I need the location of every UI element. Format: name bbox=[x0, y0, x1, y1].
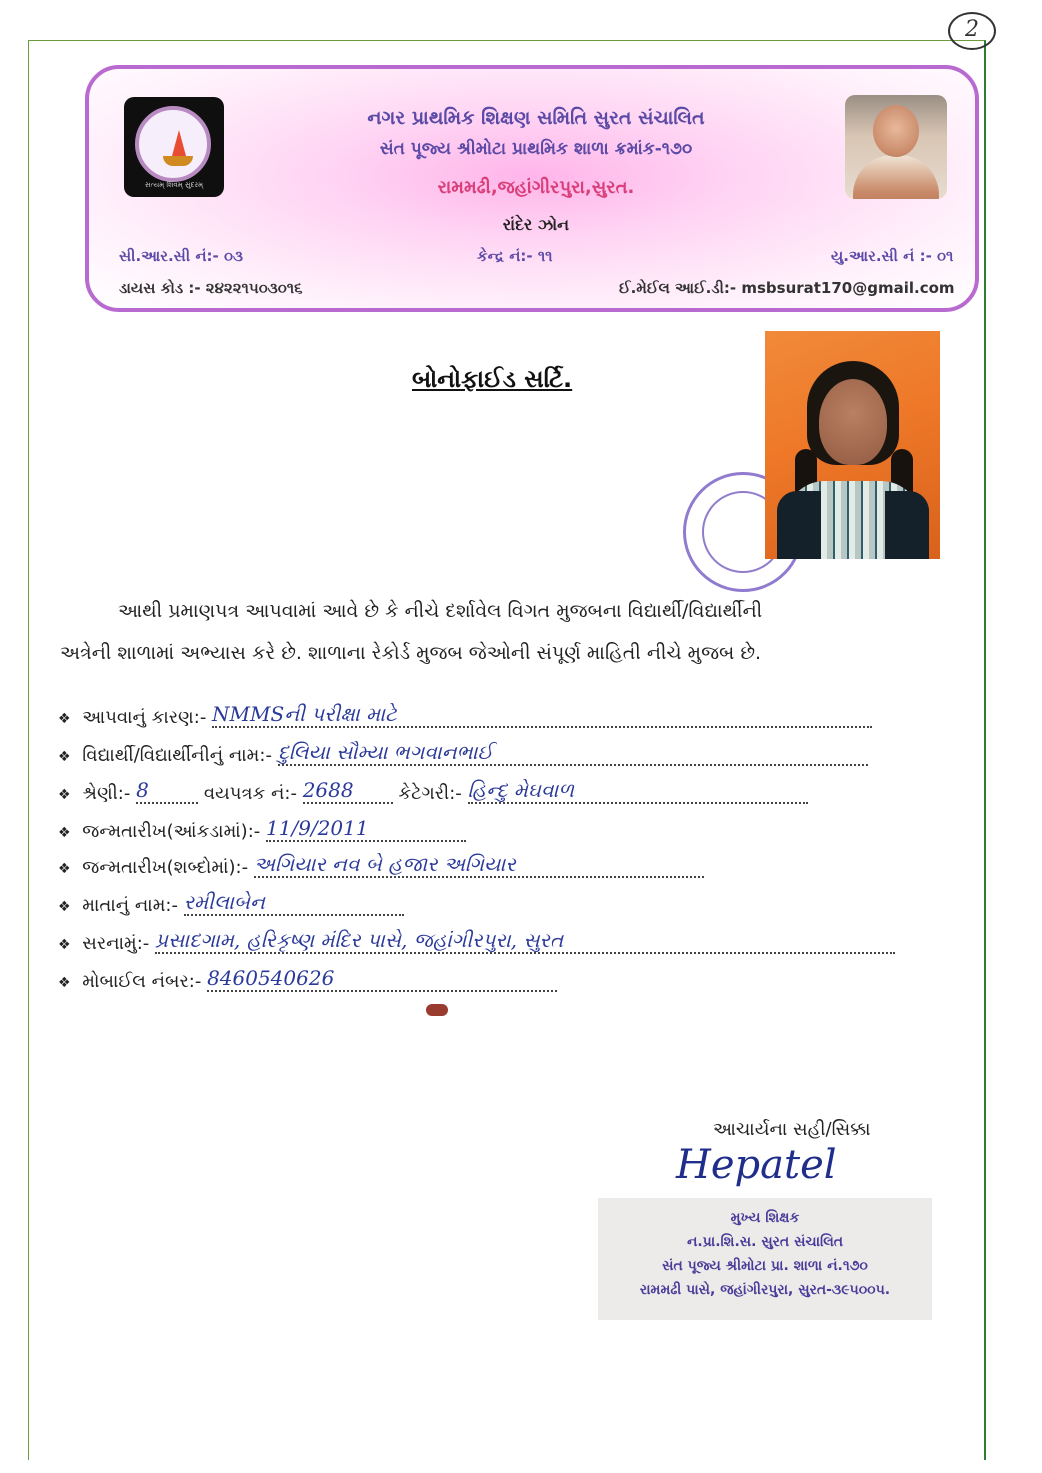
header-line-2: સંત પૂજ્ય શ્રીમોટા પ્રાથમિક શાળા ક્રમાંક-૧૭૦ bbox=[379, 139, 693, 159]
mother-name-value: રમીલાબેન bbox=[183, 890, 265, 914]
kendra-number: કેન્દ્ર નં:- ૧૧ bbox=[477, 247, 553, 265]
student-name-label: વિદ્યાર્થી/વિદ્યાર્થીનીનું નામ:- bbox=[82, 745, 272, 766]
header-line-4: રાંદેર ઝોન bbox=[502, 215, 570, 234]
address-value: પ્રસાદગામ, હરિકૃષ્ણ મંદિર પાસે, જહાંગીરપુરા, સુરત bbox=[155, 928, 564, 952]
principal-signature-label: આચાર્યના સહી/સિક્કા bbox=[713, 1119, 871, 1140]
ink-mark bbox=[426, 1004, 448, 1016]
diamond-bullet-icon: ❖ bbox=[58, 825, 71, 841]
field-reason bbox=[58, 702, 872, 728]
student-photo bbox=[765, 331, 940, 559]
diamond-bullet-icon: ❖ bbox=[58, 861, 71, 877]
reason-value: NMMSની પરીક્ષા માટે bbox=[212, 702, 397, 726]
intro-line-2: અત્રેની શાળામાં અભ્યાસ કરે છે. શાળાના રેકોર્ડ મુજબ જેઓની સંપૂર્ણ માહિતી નીચે મુજબ છે. bbox=[60, 642, 762, 664]
field-dob-words bbox=[58, 852, 704, 878]
stamp-line-4: રામમઢી પાસે, જહાંગીરપુરા, સુરત-૩૯૫૦૦૫. bbox=[639, 1282, 891, 1298]
principal-signature: Hepatel bbox=[676, 1142, 837, 1188]
header-line-1: નગર પ્રાથમિક શિક્ષણ સમિતિ સુરત સંચાલિત bbox=[367, 107, 705, 129]
header-line-3: રામમઢી,જહાંગીરપુરા,સુરત. bbox=[437, 177, 635, 198]
crc-number: સી.આર.સી નં:- ૦૩ bbox=[119, 247, 243, 265]
dob-words-value: અગિયાર નવ બે હજાર અગિયાર bbox=[253, 852, 516, 876]
stamp-line-3: સંત પૂજ્ય શ્રીમોટા પ્રા. શાળા નં.૧૭૦ bbox=[662, 1258, 868, 1274]
principal-stamp bbox=[598, 1198, 932, 1320]
mobile-value: 8460540626 bbox=[207, 966, 335, 990]
student-name-value: દુલિયા સૌમ્યા ભગવાનભાઈ bbox=[277, 740, 493, 764]
category-label: કેટેગરી:- bbox=[398, 783, 462, 804]
field-dob-numeric bbox=[58, 816, 466, 842]
diamond-bullet-icon: ❖ bbox=[58, 711, 71, 727]
category-value: હિન્દુ મેઘવાળ bbox=[467, 778, 574, 802]
diamond-bullet-icon: ❖ bbox=[58, 899, 71, 915]
field-student-name bbox=[58, 740, 868, 766]
register-value: 2688 bbox=[302, 778, 354, 802]
register-label: વયપત્રક નં:- bbox=[203, 783, 297, 804]
mother-name-label: માતાનું નામ:- bbox=[82, 895, 178, 916]
mobile-label: મોબાઈલ નંબર:- bbox=[82, 971, 202, 992]
address-label: સરનામું:- bbox=[82, 933, 150, 954]
dob-numeric-label: જન્મતારીખ(આંકડામાં):- bbox=[82, 821, 261, 842]
standard-label: શ્રેણી:- bbox=[82, 783, 131, 804]
reason-label: આપવાનું કારણ:- bbox=[82, 707, 207, 728]
stamp-line-1: મુખ્ય શિક્ષક bbox=[730, 1210, 800, 1226]
dob-words-label: જન્મતારીખ(શબ્દોમાં):- bbox=[82, 857, 249, 878]
diamond-bullet-icon: ❖ bbox=[58, 975, 71, 991]
diamond-bullet-icon: ❖ bbox=[58, 749, 71, 765]
founder-portrait bbox=[845, 95, 947, 199]
field-mobile bbox=[58, 966, 557, 992]
field-mother-name bbox=[58, 890, 404, 916]
dob-numeric-value: 11/9/2011 bbox=[266, 816, 369, 840]
field-standard bbox=[58, 778, 808, 804]
school-header bbox=[85, 65, 979, 312]
urc-number: યુ.આર.સી નં :- ૦૧ bbox=[831, 247, 954, 265]
stamp-line-2: ન.પ્રા.શિ.સ. સુરત સંચાલિત bbox=[686, 1234, 844, 1250]
page-number: 2 bbox=[948, 12, 996, 50]
dise-code: ડાયસ કોડ :- ૨૪૨૨૧૫૦૩૦૧૬ bbox=[119, 279, 303, 297]
intro-line-1: આથી પ્રમાણપત્ર આપવામાં આવે છે કે નીચે દર્શાવેલ વિગત મુજબના વિદ્યાર્થી/વિદ્યાર્થીની bbox=[118, 600, 763, 622]
standard-value: 8 bbox=[136, 778, 149, 802]
diamond-bullet-icon: ❖ bbox=[58, 937, 71, 953]
diamond-bullet-icon: ❖ bbox=[58, 787, 71, 803]
logo-caption: સત્યમ્ શિવમ્ સુંદરમ્ bbox=[144, 181, 204, 189]
email-id: ઈ.મેઈલ આઈ.ડી:- msbsurat170@gmail.com bbox=[619, 279, 955, 297]
field-address bbox=[58, 928, 895, 954]
certificate-title: બોનોફાઈડ સર્ટિ. bbox=[412, 365, 573, 393]
